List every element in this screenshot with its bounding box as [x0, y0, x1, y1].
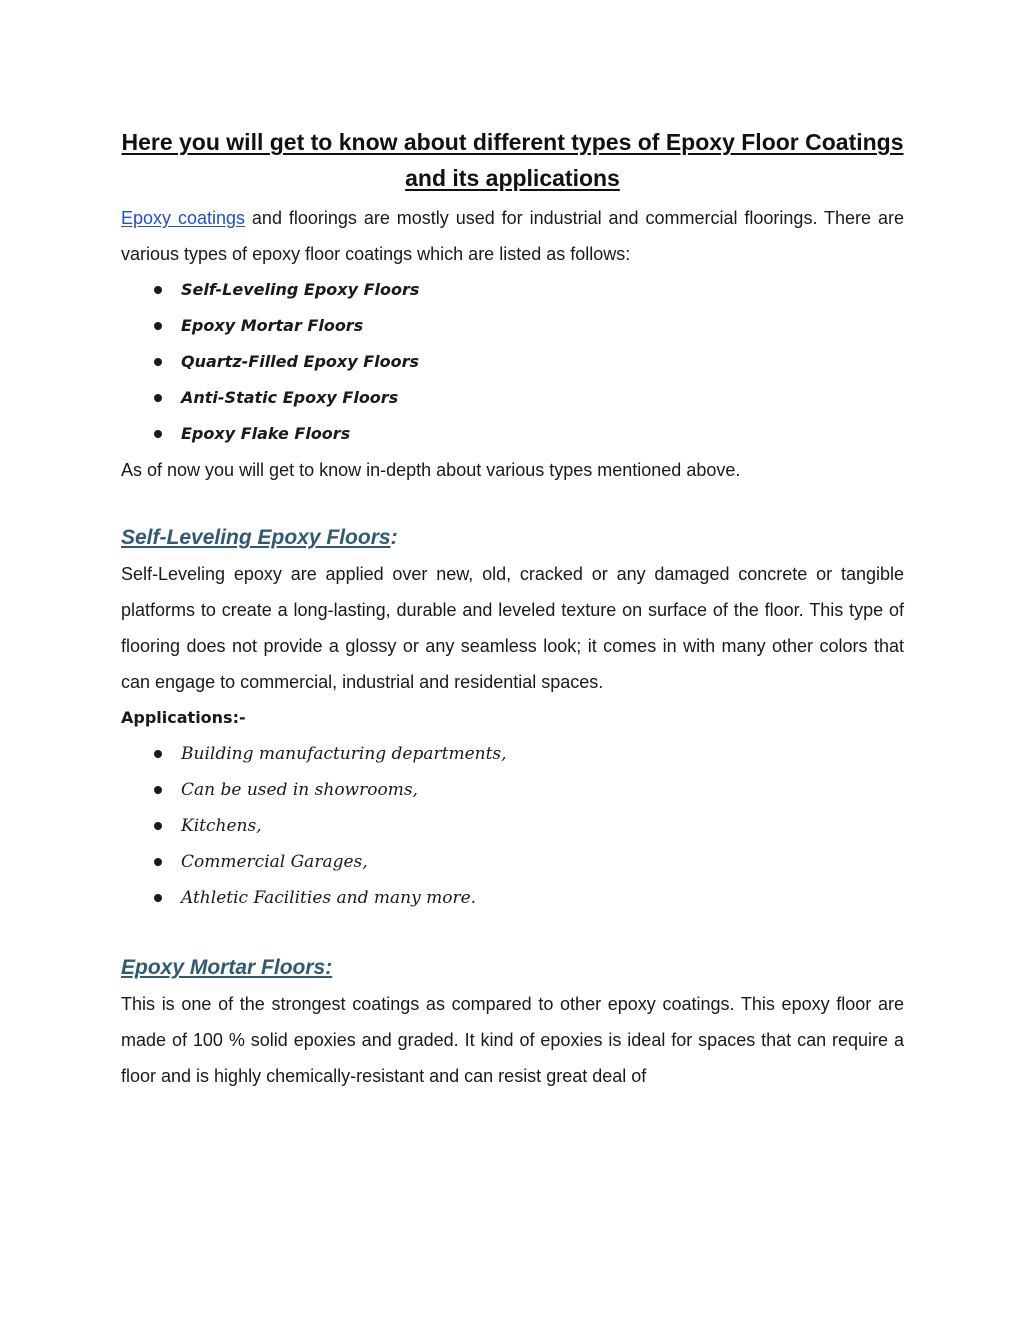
list-item — [121, 380, 904, 416]
list-item — [121, 308, 904, 344]
transition-paragraph: As of now you will get to know in-depth about various types mentioned above. — [121, 460, 741, 480]
list-item-label: Building manufacturing departments, — [181, 744, 507, 764]
bullet-icon — [154, 750, 162, 758]
section-heading-text: Epoxy Mortar Floors: — [121, 956, 333, 979]
list-item — [121, 344, 904, 380]
bullet-icon — [154, 430, 162, 438]
section-heading-epoxy-mortar — [121, 950, 904, 986]
list-item-label: Anti-Static Epoxy Floors — [181, 388, 399, 407]
bullet-icon — [154, 786, 162, 794]
bullet-icon — [154, 286, 162, 294]
list-item — [121, 880, 904, 916]
document-title: Here you will get to know about different types of Epoxy Floor Coatings and its applications — [121, 129, 904, 191]
bullet-icon — [154, 358, 162, 366]
list-item-label: Kitchens, — [181, 816, 262, 836]
section-heading-text: Self-Leveling Epoxy Floors — [121, 526, 391, 549]
epoxy-mortar-body: This is one of the strongest coatings as compared to other epoxy coatings. This epoxy floor are made of 100 % solid epoxies and graded. It kind of epoxies is ideal for spaces that can require a floor and is highly chemically-resistant and can resist great deal of — [121, 994, 904, 1086]
list-item — [121, 844, 904, 880]
list-item-label: Quartz-Filled Epoxy Floors — [181, 352, 420, 371]
bullet-icon — [154, 322, 162, 330]
bullet-icon — [154, 858, 162, 866]
section-heading-self-leveling — [121, 520, 904, 556]
applications-list — [121, 736, 904, 916]
list-item-label: Epoxy Mortar Floors — [181, 316, 364, 335]
list-item-label: Athletic Facilities and many more. — [181, 888, 477, 908]
list-item-label: Self-Leveling Epoxy Floors — [181, 280, 420, 299]
list-item — [121, 272, 904, 308]
list-item — [121, 416, 904, 452]
document-page — [121, 124, 904, 1094]
list-item — [121, 808, 904, 844]
list-item-label: Can be used in showrooms, — [181, 780, 418, 800]
list-item — [121, 736, 904, 772]
bullet-icon — [154, 394, 162, 402]
epoxy-coatings-link[interactable]: Epoxy coatings — [121, 208, 245, 228]
epoxy-types-list — [121, 272, 904, 452]
list-item-label: Commercial Garages, — [181, 852, 368, 872]
bullet-icon — [154, 894, 162, 902]
intro-text: and floorings are mostly used for industrial and commercial floorings. There are various types of epoxy floor coatings which are listed as follows: — [121, 208, 905, 264]
bullet-icon — [154, 822, 162, 830]
section-heading-colon: : — [390, 526, 398, 549]
list-item-label: Epoxy Flake Floors — [181, 424, 351, 443]
list-item — [121, 772, 904, 808]
applications-label: Applications:- — [121, 708, 246, 727]
intro-paragraph — [121, 200, 904, 272]
self-leveling-body: Self-Leveling epoxy are applied over new, old, cracked or any damaged concrete or tangible platforms to create a long-lasting, durable and leveled texture on surface of the floor. This type of flooring does not provide a glossy or any seamless look; it comes in with many other colors that can engage to commercial, industrial and residential spaces. — [121, 564, 904, 692]
